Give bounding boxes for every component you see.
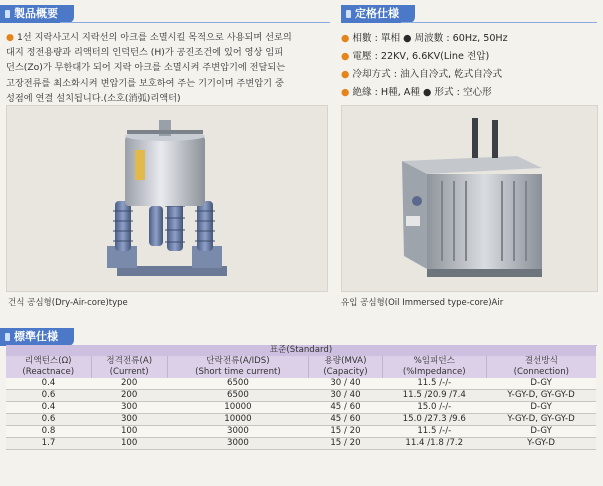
bullet-icon: ●	[341, 51, 350, 62]
bullet-icon: ●	[341, 33, 350, 44]
table-cell: 6500	[167, 378, 308, 390]
divider	[401, 22, 597, 23]
table-row	[6, 438, 596, 450]
caption-dry-type: 건식 공심형(Dry-Air-core)type	[8, 298, 128, 308]
table-cell: 200	[91, 378, 167, 390]
overview-line: 대지 정전용량과 리액터의 인덕턴스 (H)가 공진조건에 있어 영상 임피	[6, 47, 284, 59]
standard-spec-table	[6, 345, 596, 450]
bullet-icon: ●	[6, 32, 15, 43]
overview-line: 성점에 연결 설치됩니다.(소호(消弧)리액터)	[6, 92, 181, 104]
table-cell: 100	[91, 426, 167, 438]
table-row	[6, 426, 596, 438]
oil-reactor-illustration	[342, 106, 597, 291]
table-cell: 15.0 /-/-	[382, 402, 486, 414]
dry-reactor-photo	[6, 105, 328, 292]
overview-line: 고장전류를 최소화시켜 변압기를 보호하여 주는 기기이며 주변압기 중	[6, 77, 284, 89]
section-header-rating: 定格仕様	[341, 5, 415, 23]
bullet-icon: ●	[341, 69, 350, 80]
table-cell: 0.4	[6, 402, 91, 414]
table-cell: 11.5 /-/-	[382, 426, 486, 438]
table-cell: 15 / 20	[309, 426, 383, 438]
bullet-icon: ●	[341, 87, 350, 98]
table-row	[6, 390, 596, 402]
table-cell: 11.4 /1.8 /7.2	[382, 438, 486, 450]
table-cell: 1.7	[6, 438, 91, 450]
table-cell: 10000	[167, 402, 308, 414]
table-cell: 15.0 /27.3 /9.6	[382, 414, 486, 426]
column-header-connection: 결선방식	[486, 356, 596, 367]
column-header-reactance: 리액턴스(Ω)	[6, 356, 91, 367]
table-cell: 100	[91, 438, 167, 450]
table-group-header: 표준(Standard)	[6, 345, 596, 356]
section-header-overview: 製品概要	[0, 5, 74, 23]
column-subheader-reactance: (Reactnace)	[6, 367, 91, 378]
table-cell: D-GY	[486, 378, 596, 390]
table-cell: 6500	[167, 390, 308, 402]
table-cell: 300	[91, 402, 167, 414]
table-cell: 10000	[167, 414, 308, 426]
table-cell: Y-GY-D, GY-GY-D	[486, 390, 596, 402]
table-cell: 0.4	[6, 378, 91, 390]
table-cell: 0.6	[6, 414, 91, 426]
table-cell: 30 / 40	[309, 378, 383, 390]
table-cell: 3000	[167, 438, 308, 450]
column-header-capacity: 용량(MVA)	[309, 356, 383, 367]
column-header-short-time-current: 단락전류(A/IDS)	[167, 356, 308, 367]
table-cell: 11.5 /-/-	[382, 378, 486, 390]
column-subheader-connection: (Connection)	[486, 367, 596, 378]
column-subheader-short-time-current: (Short time current)	[167, 367, 308, 378]
table-row	[6, 402, 596, 414]
table-cell: 15 / 20	[309, 438, 383, 450]
rating-list	[341, 30, 599, 102]
column-subheader-impedance: (%Impedance)	[382, 367, 486, 378]
overview-line: 던스(Zo)가 무한대가 되어 지락 아크를 소멸시켜 주변압기에 전달되는	[6, 62, 286, 74]
table-row	[6, 378, 596, 390]
table-cell: Y-GY-D, GY-GY-D	[486, 414, 596, 426]
caption-oil-type: 유입 공심형(Oil Immersed type-core)Air	[341, 298, 504, 308]
table-row	[6, 414, 596, 426]
rating-item: ● 電壓 : 22KV, 6.6KV(Line 전압)	[341, 51, 490, 62]
dry-reactor-illustration	[7, 106, 327, 291]
oil-reactor-photo	[341, 105, 598, 292]
rating-item: ● 相數 : 單相 ● 周波數 : 60Hz, 50Hz	[341, 33, 508, 44]
table-cell: 11.5 /20.9 /7.4	[382, 390, 486, 402]
overview-line: ● 1선 지락사고시 지락선의 아크를 소멸시킬 목적으로 사용되며 선로의	[6, 32, 292, 43]
rating-item: ● 冷却方式 : 油入自冷式, 乾式自冷式	[341, 69, 503, 80]
section-header-standard: 標準仕様	[0, 328, 74, 346]
table-cell: 45 / 60	[309, 414, 383, 426]
column-subheader-current: (Current)	[91, 367, 167, 378]
column-subheader-capacity: (Capacity)	[309, 367, 383, 378]
column-header-impedance: %임피던스	[382, 356, 486, 367]
overview-text	[6, 30, 326, 106]
table-cell: Y-GY-D	[486, 438, 596, 450]
table-cell: 0.8	[6, 426, 91, 438]
table-cell: 300	[91, 414, 167, 426]
table-cell: D-GY	[486, 426, 596, 438]
table-cell: 30 / 40	[309, 390, 383, 402]
table-cell: 45 / 60	[309, 402, 383, 414]
table-cell: D-GY	[486, 402, 596, 414]
divider	[60, 22, 330, 23]
table-cell: 0.6	[6, 390, 91, 402]
column-header-current: 정격전류(A)	[91, 356, 167, 367]
rating-item: ● 絶緣 : H種, A種 ● 形式 : 空心形	[341, 87, 492, 98]
table-cell: 3000	[167, 426, 308, 438]
table-cell: 200	[91, 390, 167, 402]
